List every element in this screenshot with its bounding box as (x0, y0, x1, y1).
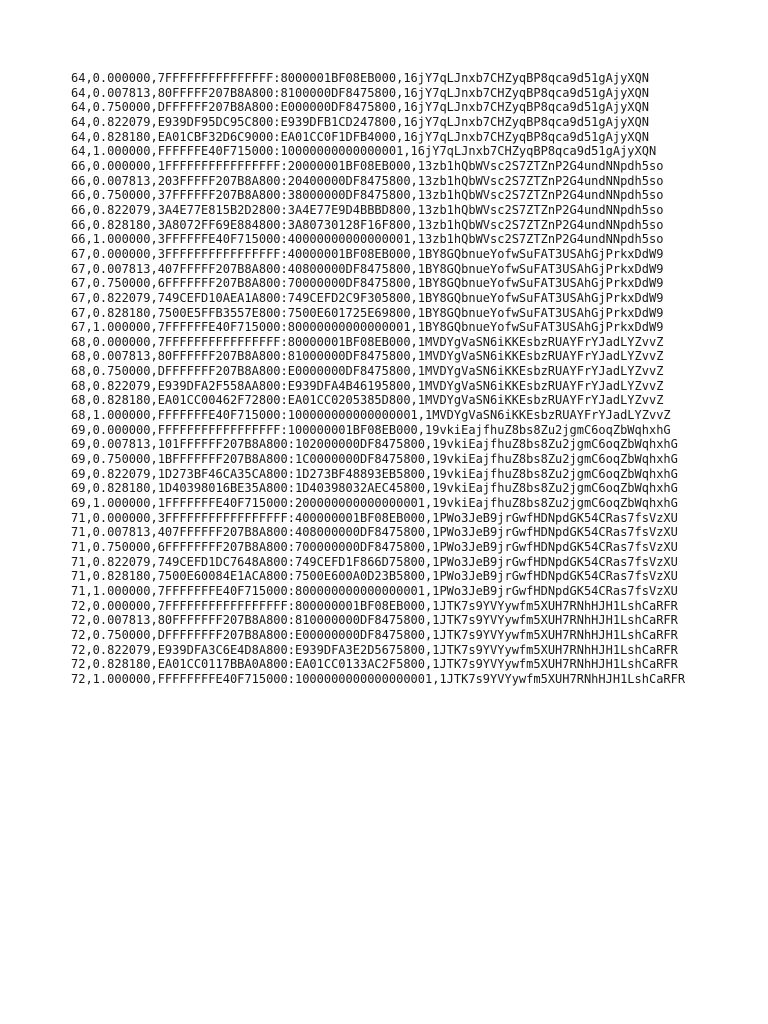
data-line: 72,0.828180,EA01CC0117BBA0A800:EA01CC0133AC2F5800,1JTK7s9YVYywfm5XUH7RNhHJH1LshCaRFR (71, 657, 678, 672)
data-line: 67,1.000000,7FFFFFFE40F715000:80000000000000001,1BY8GQbnueYofwSuFAT3USAhGjPrkxDdW9 (71, 320, 664, 335)
data-line: 64,0.007813,80FFFFF207B8A800:8100000DF8475800,16jY7qLJnxb7CHZyqBP8qca9d51gAjyXQN (71, 85, 649, 100)
data-line: 64,0.828180,EA01CBF32D6C9000:EA01CC0F1DFB4000,16jY7qLJnxb7CHZyqBP8qca9d51gAjyXQN (71, 129, 649, 144)
data-line: 69,0.007813,101FFFFFF207B8A800:102000000DF8475800,19vkiEajfhuZ8bs8Zu2jgmC6oqZbWqhxhG (71, 437, 678, 452)
data-line: 64,1.000000,FFFFFFE40F715000:10000000000000001,16jY7qLJnxb7CHZyqBP8qca9d51gAjyXQN (71, 144, 657, 159)
data-line: 69,1.000000,1FFFFFFFE40F715000:200000000000000001,19vkiEajfhuZ8bs8Zu2jgmC6oqZbWqhxhG (71, 496, 678, 511)
data-line: 66,1.000000,3FFFFFFE40F715000:40000000000000001,13zb1hQbWVsc2S7ZTZnP2G4undNNpdh5so (71, 232, 664, 247)
data-line: 66,0.007813,203FFFFF207B8A800:20400000DF8475800,13zb1hQbWVsc2S7ZTZnP2G4undNNpdh5so (71, 173, 664, 188)
data-line: 67,0.822079,749CEFD10AEA1A800:749CEFD2C9F305800,1BY8GQbnueYofwSuFAT3USAhGjPrkxDdW9 (71, 290, 664, 305)
data-line: 64,0.000000,7FFFFFFFFFFFFFFF:8000001BF08EB000,16jY7qLJnxb7CHZyqBP8qca9d51gAjyXQN (71, 71, 649, 85)
data-line: 64,0.822079,E939DF95DC95C800:E939DFB1CD247800,16jY7qLJnxb7CHZyqBP8qca9d51gAjyXQN (71, 114, 649, 129)
data-line: 68,0.007813,80FFFFFF207B8A800:81000000DF8475800,1MVDYgVaSN6iKKEsbzRUAYFrYJadLYZvvZ (71, 349, 664, 364)
data-line: 69,0.828180,1D40398016BE35A800:1D40398032AEC45800,19vkiEajfhuZ8bs8Zu2jgmC6oqZbWqhxhG (71, 481, 678, 496)
data-line: 64,0.750000,DFFFFFF207B8A800:E000000DF8475800,16jY7qLJnxb7CHZyqBP8qca9d51gAjyXQN (71, 100, 649, 115)
data-line: 68,0.000000,7FFFFFFFFFFFFFFFF:80000001BF08EB000,1MVDYgVaSN6iKKEsbzRUAYFrYJadLYZvvZ (71, 334, 664, 349)
data-line: 69,0.822079,1D273BF46CA35CA800:1D273BF48893EB5800,19vkiEajfhuZ8bs8Zu2jgmC6oqZbWqhxhG (71, 466, 678, 481)
data-line: 67,0.007813,407FFFFF207B8A800:40800000DF8475800,1BY8GQbnueYofwSuFAT3USAhGjPrkxDdW9 (71, 261, 664, 276)
data-line: 72,0.007813,80FFFFFFF207B8A800:810000000DF8475800,1JTK7s9YVYywfm5XUH7RNhHJH1LshCaRFR (71, 613, 678, 628)
data-line: 71,1.000000,7FFFFFFFE40F715000:800000000000000001,1PWo3JeB9jrGwfHDNpdGK54CRas7fsVzXU (71, 583, 678, 598)
data-line: 68,0.750000,DFFFFFFF207B8A800:E0000000DF8475800,1MVDYgVaSN6iKKEsbzRUAYFrYJadLYZvvZ (71, 364, 664, 379)
data-line: 67,0.000000,3FFFFFFFFFFFFFFFF:40000001BF08EB000,1BY8GQbnueYofwSuFAT3USAhGjPrkxDdW9 (71, 246, 664, 261)
data-line: 72,0.822079,E939DFA3C6E4D8A800:E939DFA3E2D5675800,1JTK7s9YVYywfm5XUH7RNhHJH1LshCaRFR (71, 642, 678, 657)
data-line: 66,0.750000,37FFFFFF207B8A800:38000000DF8475800,13zb1hQbWVsc2S7ZTZnP2G4undNNpdh5so (71, 188, 664, 203)
data-line: 71,0.000000,3FFFFFFFFFFFFFFFFF:400000001BF08EB000,1PWo3JeB9jrGwfHDNpdGK54CRas7fsVzXU (71, 510, 678, 525)
data-line: 66,0.822079,3A4E77E815B2D2800:3A4E77E9D4BBBD800,13zb1hQbWVsc2S7ZTZnP2G4undNNpdh5so (71, 202, 664, 217)
data-line: 69,0.000000,FFFFFFFFFFFFFFFFF:100000001BF08EB000,19vkiEajfhuZ8bs8Zu2jgmC6oqZbWqhxhG (71, 422, 671, 437)
data-line: 71,0.822079,749CEFD1DC7648A800:749CEFD1F866D75800,1PWo3JeB9jrGwfHDNpdGK54CRas7fsVzXU (71, 554, 678, 569)
data-line: 71,0.007813,407FFFFFF207B8A800:408000000DF8475800,1PWo3JeB9jrGwfHDNpdGK54CRas7fsVzXU (71, 525, 678, 540)
data-line: 68,0.828180,EA01CC00462F72800:EA01CC0205385D800,1MVDYgVaSN6iKKEsbzRUAYFrYJadLYZvvZ (71, 393, 664, 408)
data-line: 67,0.828180,7500E5FFB3557E800:7500E601725E69800,1BY8GQbnueYofwSuFAT3USAhGjPrkxDdW9 (71, 305, 664, 320)
data-line: 72,0.000000,7FFFFFFFFFFFFFFFFF:800000001BF08EB000,1JTK7s9YVYywfm5XUH7RNhHJH1LshCaRFR (71, 598, 678, 613)
data-line: 72,0.750000,DFFFFFFFF207B8A800:E00000000DF8475800,1JTK7s9YVYywfm5XUH7RNhHJH1LshCaRFR (71, 627, 678, 642)
data-line: 67,0.750000,6FFFFFFF207B8A800:70000000DF8475800,1BY8GQbnueYofwSuFAT3USAhGjPrkxDdW9 (71, 276, 664, 291)
data-line: 72,1.000000,FFFFFFFFE40F715000:1000000000000000001,1JTK7s9YVYywfm5XUH7RNhHJH1LshCaRFR (71, 671, 686, 686)
data-line: 68,0.822079,E939DFA2F558AA800:E939DFA4B46195800,1MVDYgVaSN6iKKEsbzRUAYFrYJadLYZvvZ (71, 378, 664, 393)
data-line: 66,0.000000,1FFFFFFFFFFFFFFFF:20000001BF08EB000,13zb1hQbWVsc2S7ZTZnP2G4undNNpdh5so (71, 158, 664, 173)
text-document (71, 71, 711, 687)
data-line: 71,0.828180,7500E60084E1ACA800:7500E600A0D23B5800,1PWo3JeB9jrGwfHDNpdGK54CRas7fsVzXU (71, 569, 678, 584)
data-line: 71,0.750000,6FFFFFFFF207B8A800:700000000DF8475800,1PWo3JeB9jrGwfHDNpdGK54CRas7fsVzXU (71, 540, 678, 554)
data-line: 66,0.828180,3A8072FF69E884800:3A80730128F16F800,13zb1hQbWVsc2S7ZTZnP2G4undNNpdh5so (71, 217, 664, 232)
data-line: 68,1.000000,FFFFFFFE40F715000:100000000000000001,1MVDYgVaSN6iKKEsbzRUAYFrYJadLYZvvZ (71, 408, 671, 423)
data-line: 69,0.750000,1BFFFFFFF207B8A800:1C0000000DF8475800,19vkiEajfhuZ8bs8Zu2jgmC6oqZbWqhxhG (71, 452, 678, 467)
